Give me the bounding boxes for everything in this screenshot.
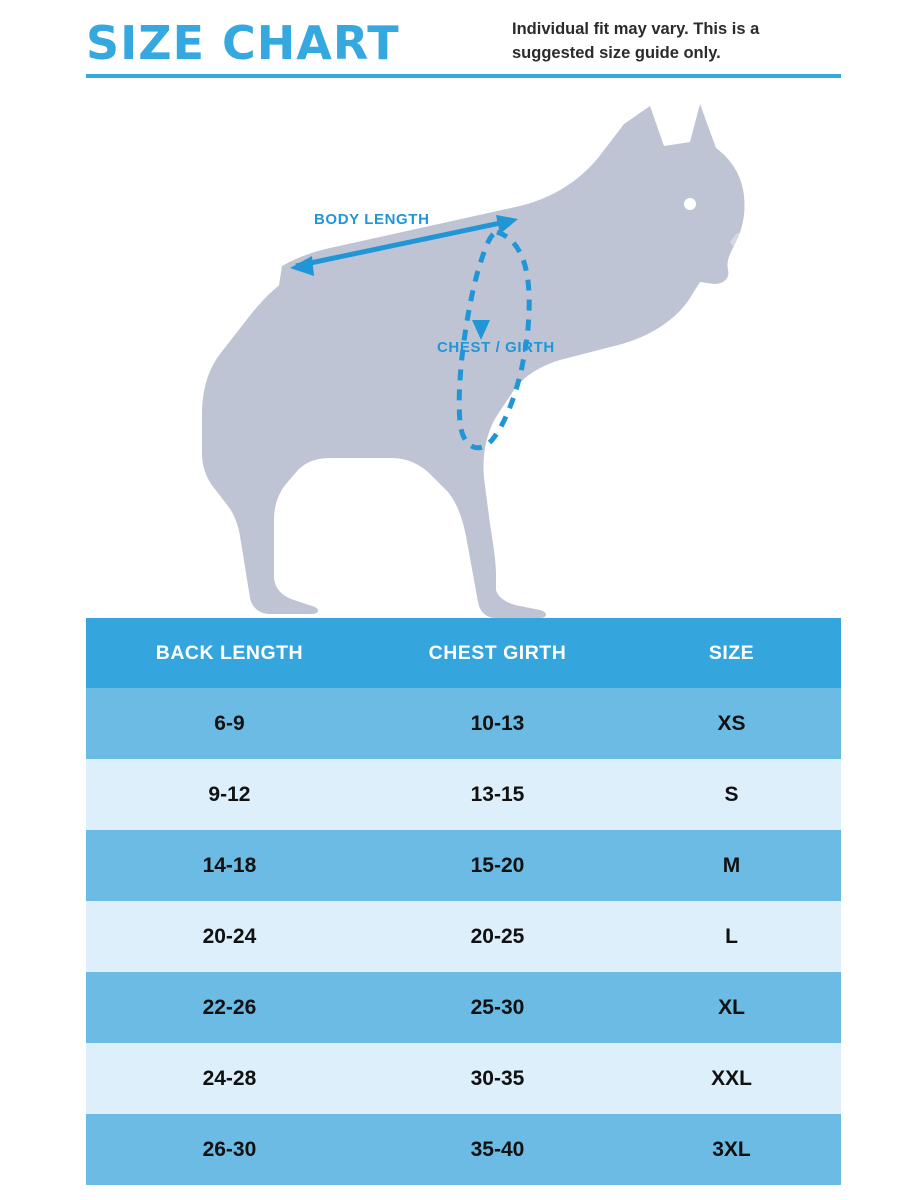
table-row (86, 1114, 841, 1185)
cell-back-length: 26-30 (86, 1114, 373, 1185)
cell-size: XS (622, 688, 841, 759)
cell-size: 3XL (622, 1114, 841, 1185)
table-row (86, 688, 841, 759)
cell-back-length: 22-26 (86, 972, 373, 1043)
cell-chest-girth: 15-20 (373, 830, 622, 901)
page-header (0, 0, 911, 86)
column-header-size: SIZE (622, 618, 841, 688)
chest-girth-label: CHEST / GIRTH (437, 339, 555, 356)
cell-chest-girth: 25-30 (373, 972, 622, 1043)
cell-size: XXL (622, 1043, 841, 1114)
page-title: SIZE CHART (86, 16, 400, 70)
cell-chest-girth: 30-35 (373, 1043, 622, 1114)
column-header-chest-girth: CHEST GIRTH (373, 618, 622, 688)
cell-back-length: 24-28 (86, 1043, 373, 1114)
cell-back-length: 20-24 (86, 901, 373, 972)
cell-size: M (622, 830, 841, 901)
cell-size: L (622, 901, 841, 972)
size-table (86, 618, 841, 1185)
table-row (86, 1043, 841, 1114)
table-row (86, 972, 841, 1043)
cell-back-length: 6-9 (86, 688, 373, 759)
cell-back-length: 14-18 (86, 830, 373, 901)
table-row (86, 830, 841, 901)
header-divider (86, 74, 841, 78)
cell-back-length: 9-12 (86, 759, 373, 830)
cell-chest-girth: 10-13 (373, 688, 622, 759)
cell-chest-girth: 20-25 (373, 901, 622, 972)
fit-disclaimer: Individual fit may vary. This is a suggested size guide only. (512, 20, 760, 62)
cell-size: S (622, 759, 841, 830)
body-length-label: BODY LENGTH (314, 211, 430, 228)
cell-size: XL (622, 972, 841, 1043)
column-header-back-length: BACK LENGTH (86, 618, 373, 688)
table-row (86, 759, 841, 830)
cell-chest-girth: 35-40 (373, 1114, 622, 1185)
cell-chest-girth: 13-15 (373, 759, 622, 830)
dog-illustration (0, 84, 911, 618)
table-row (86, 901, 841, 972)
table-header-row (86, 618, 841, 688)
